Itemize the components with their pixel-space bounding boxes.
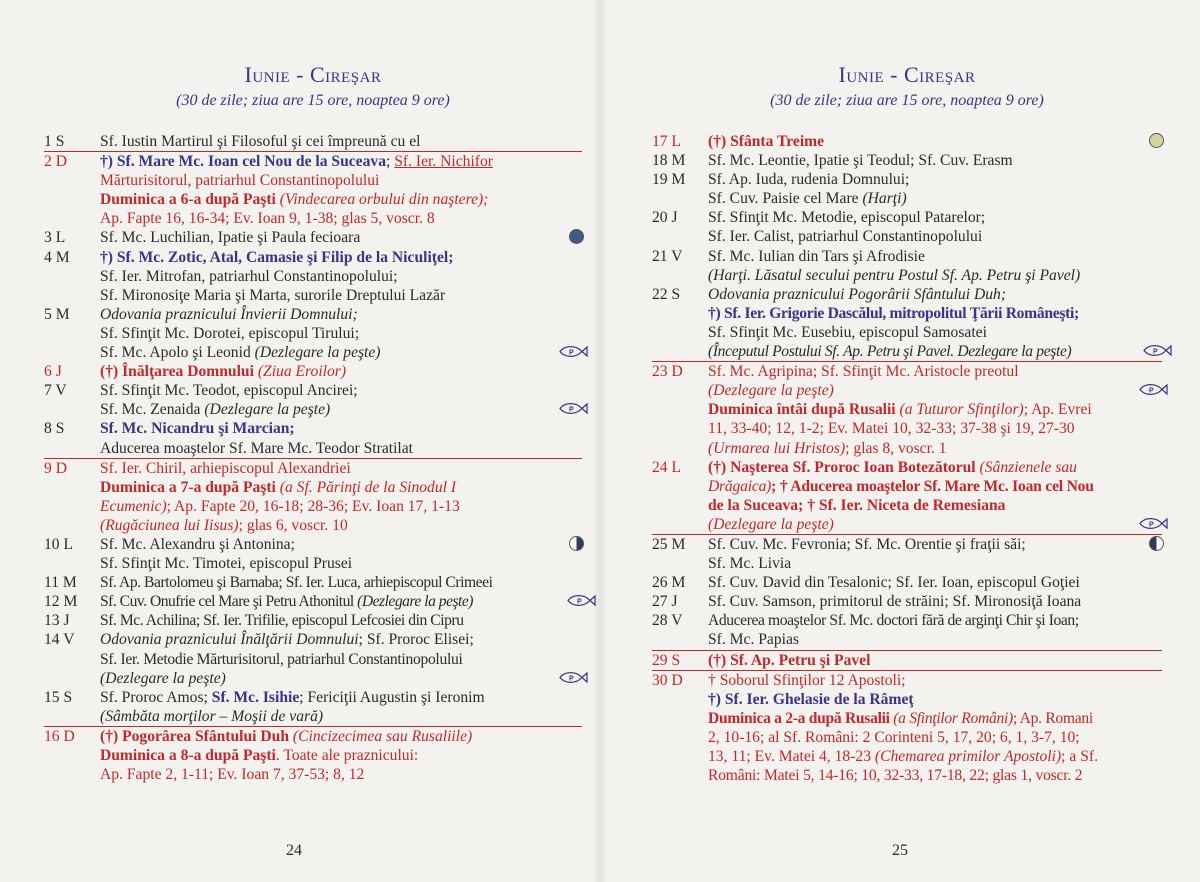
day-label: 8 S <box>44 420 65 438</box>
entry-line <box>708 496 1162 515</box>
entry-text <box>708 247 1162 285</box>
entry-text <box>100 132 582 151</box>
dezlegare-note: (Dezlegare la peşte) <box>254 344 381 362</box>
readings-line: ; Ap. Fapte 20, 16-18; 28-36; Ev. Ioan 17, 1-13 <box>166 497 460 515</box>
day-label: 10 L <box>44 535 74 553</box>
calendar-entry <box>652 592 1162 611</box>
calendar-entry-sunday <box>652 361 1162 457</box>
dezlegare-note: (Dezlegare la peşte) <box>708 382 834 400</box>
day-label: 20 J <box>652 209 678 227</box>
day-label: 27 J <box>652 593 678 611</box>
entry-fragment: Sf. Proroc Amos; <box>100 688 212 706</box>
day-label: 17 L <box>652 133 682 150</box>
feast-name: (†) Naşterea Sf. Proroc Ioan Botezătorul <box>708 458 976 476</box>
entry-line: Sf. Mironosiţe Maria şi Marta, surorile Dreptului Lazăr <box>100 286 446 304</box>
entry-fragment: Sf. Cuv. Mc. Fevronia; Sf. Mc. Orentie şi fraţii săi; <box>708 535 1026 553</box>
day-label: 24 L <box>652 458 682 476</box>
entry-text <box>100 362 582 381</box>
entry-line: (Sâmbăta morţilor – Moşii de vară) <box>100 707 324 725</box>
entry-line <box>708 132 1162 151</box>
entry-line: Sf. Mc. Iulian din Tars şi Afrodisie <box>708 247 925 265</box>
entry-line <box>100 630 582 649</box>
entry-line: Sf. Sfinţit Mc. Eusebiu, episcopul Samosatei <box>708 323 987 341</box>
day-label: 21 V <box>652 247 683 265</box>
fish-dezlegare-icon <box>1142 344 1172 357</box>
fish-dezlegare-icon <box>558 345 588 358</box>
entry-line: (Harţi. Lăsatul secului pentru Postul Sf. Ap. Petru şi Pavel) <box>708 266 1081 284</box>
day-label: 30 D <box>652 671 683 689</box>
day-label: 22 S <box>652 285 681 303</box>
calendar-entry <box>652 534 1162 573</box>
entry-text <box>100 248 582 305</box>
entry-text <box>100 688 582 726</box>
entry-line: Sf. Ier. Metodie Mărturisitorul, patriarhul Constantinopolului <box>100 650 463 668</box>
entry-fragment: Ecumenic) <box>100 497 167 515</box>
calendar-entry-sunday <box>44 151 582 228</box>
entry-line <box>100 516 582 535</box>
entry-line: Sf. Sfinţit Mc. Timotei, episcopul Prusei <box>100 555 353 573</box>
entry-fragment: (Chemarea primilor Apostoli) <box>874 748 1062 765</box>
calendar-entry-sunday <box>44 458 582 535</box>
calendar-entry <box>652 208 1162 246</box>
feast-name: (†) Sfânta Treime <box>708 133 825 150</box>
entry-text <box>708 458 1162 534</box>
calendar-list <box>652 132 1162 785</box>
feast-name: (†) Înălţarea Domnului <box>100 363 254 381</box>
entry-line <box>708 458 1162 477</box>
calendar-entry <box>44 132 582 151</box>
entry-line <box>100 343 582 362</box>
entry-line: Sf. Cuv. Samson, primitorul de străini; Sf. Mironosiţă Ioana <box>708 593 1082 611</box>
entry-line <box>100 688 582 707</box>
sunday-name: Duminica a 2-a după Rusalii <box>708 709 890 727</box>
calendar-entry-feast <box>652 132 1162 151</box>
entry-fragment: Sf. Mc. Alexandru şi Antonina; <box>100 535 295 553</box>
entry-fragment: Sf. Mc. Zenaida <box>100 401 205 419</box>
day-label: 5 M <box>44 305 70 323</box>
feast-name: †) Sf. Mc. Zotic, Atal, Camasie şi Filip de la Niculiţel; <box>100 248 454 266</box>
calendar-entry <box>44 381 582 419</box>
dezlegare-note: (Începutul Postului Sf. Ap. Petru şi Pavel. Dezlegare la peşte) <box>708 343 1072 361</box>
feast-name: Sf. Mc. Nicandru şi Marcian; <box>100 420 295 438</box>
day-label: 16 D <box>44 727 75 745</box>
calendar-entry <box>652 170 1162 208</box>
entry-fragment: (a Sf. Părinţi de la Sinodul I <box>275 478 457 496</box>
sunday-name: Duminica a 7-a după Paşti <box>100 478 276 496</box>
day-label: 4 M <box>44 248 70 266</box>
entry-text <box>708 671 1162 786</box>
fish-dezlegare-icon <box>558 671 588 684</box>
feast-name: ; † Aducerea moaştelor Sf. Mare Mc. Ioan cel Nou <box>771 477 1094 495</box>
entry-line: Odovania praznicului Pogorârii Sfântului Duh; <box>708 285 1007 303</box>
entry-text <box>708 535 1162 573</box>
entry-line: Sf. Ier. Chiril, arhiepiscopul Alexandriei <box>100 459 351 477</box>
fish-dezlegare-icon <box>566 594 596 607</box>
entry-line: Sf. Mc. Papias <box>708 631 799 649</box>
entry-line: Sf. Ier. Mitrofan, patriarhul Constantinopolului; <box>100 267 398 285</box>
calendar-entry <box>44 688 582 726</box>
feast-name: †) Sf. Ier. Ghelasie de la Râmeţ <box>708 690 914 708</box>
readings-line: Români: Matei 5, 14-16; 10, 32-33, 17-18, 22; glas 1, voscr. 2 <box>708 767 1083 785</box>
entry-fragment: Sf. Cuv. Onufrie cel Mare şi Petru Athonitul <box>100 593 358 611</box>
calendar-entry <box>44 630 582 687</box>
entry-fragment: (Harţi) <box>862 190 907 208</box>
entry-text <box>708 132 1162 151</box>
feast-name: †) Sf. Ier. Grigorie Dascălul, mitropolitul Ţării Româneşti; <box>708 304 1079 322</box>
day-label: 7 V <box>44 382 67 400</box>
month-subtitle: (30 de zile; ziua are 15 ore, noaptea 9 ore) <box>770 92 1044 109</box>
entry-fragment: (Vindecarea orbului din naştere); <box>275 191 489 209</box>
calendar-entry <box>44 611 582 630</box>
entry-text <box>100 459 582 535</box>
entry-text <box>100 381 582 419</box>
readings-line: Ap. Fapte 16, 16-34; Ev. Ioan 9, 1-38; glas 5, voscr. 8 <box>100 210 435 228</box>
entry-text <box>708 592 1162 611</box>
entry-line <box>100 727 582 746</box>
entry-text <box>708 611 1162 649</box>
entry-line <box>100 152 582 171</box>
feast-name: †) Sf. Mare Mc. Ioan cel Nou de la Suceava <box>100 153 386 171</box>
readings-line: 11, 33-40; 12, 1-2; Ev. Matei 10, 32-33; 37-38 şi 19, 27-30 <box>708 420 1075 438</box>
full-moon-icon <box>1149 133 1164 148</box>
entry-line <box>708 189 1162 208</box>
entry-line <box>708 381 1162 400</box>
page-right <box>600 0 1200 882</box>
readings-line: 2, 10-16; al Sf. Români: 2 Corinteni 5, 17, 20; 6, 1, 3-7, 10; <box>708 728 1080 746</box>
calendar-entry-feast <box>44 362 582 381</box>
entry-fragment: (a Sfinţilor Români) <box>889 709 1013 727</box>
feast-name: de la Suceava <box>708 496 799 514</box>
dezlegare-note: (Dezlegare la peşte) <box>204 401 331 419</box>
calendar-entry-feast <box>652 650 1162 670</box>
dezlegare-note: (Dezlegare la peşte) <box>708 515 834 533</box>
calendar-entry <box>44 573 582 592</box>
entry-line: Sf. Ap. Bartolomeu şi Barnaba; Sf. Ier. Luca, arhiepiscopul Crimeei <box>100 574 493 592</box>
entry-line <box>100 478 582 497</box>
dezlegare-note: (Dezlegare la peşte) <box>357 593 474 611</box>
feast-name: (†) Pogorârea Sfântului Duh <box>100 727 290 745</box>
entry-line: Sf. Mc. Agripina; Sf. Sfinţit Mc. Aristocle preotul <box>708 363 1019 381</box>
entry-line: Sf. Mc. Leontie, Ipatie şi Teodul; Sf. Cuv. Erasm <box>708 152 1013 170</box>
calendar-entry <box>44 535 582 573</box>
calendar-entry <box>44 228 582 247</box>
entry-fragment: Sf. Cuv. Paisie cel Mare <box>708 190 863 208</box>
month-title: Iunie - Cireşar <box>244 62 382 87</box>
entry-text <box>100 630 582 687</box>
month-title: Iunie - Cireşar <box>838 62 976 87</box>
entry-line <box>100 535 582 554</box>
sunday-name: Duminica a 6-a după Paşti <box>100 191 276 209</box>
page-number: 24 <box>286 842 302 859</box>
entry-line: Sf. Sfinţit Mc. Dorotei, episcopul Tirului; <box>100 324 360 342</box>
entry-line: Sf. Ier. Calist, patriarhul Constantinopolului <box>708 228 983 246</box>
entry-line <box>708 477 1162 496</box>
entry-line <box>100 190 582 209</box>
calendar-entry <box>44 419 582 457</box>
day-label: 14 V <box>44 631 75 649</box>
entry-line <box>708 747 1162 766</box>
day-label: 18 M <box>652 152 686 170</box>
entry-fragment: ; Ap. Romani <box>1012 709 1093 727</box>
entry-text <box>100 611 582 630</box>
entry-line <box>100 497 582 516</box>
page-number: 25 <box>892 842 908 859</box>
day-label: 2 D <box>44 153 67 171</box>
calendar-entry <box>44 248 582 305</box>
entry-line: Sf. Sfinţit Mc. Metodie, episcopul Patarelor; <box>708 209 986 227</box>
entry-fragment: Drăgaica) <box>708 477 772 495</box>
entry-fragment: ; a Sf. <box>1061 748 1098 765</box>
entry-text <box>100 535 582 573</box>
entry-fragment: (Ziua Eroilor) <box>253 363 347 381</box>
day-label: 26 M <box>652 574 686 592</box>
calendar-entry <box>44 305 582 362</box>
entry-line: Aducerea moaştelor Sf. Mc. doctori fără de arginţi Chir şi Ioan; <box>708 612 1079 630</box>
entry-line <box>100 746 582 765</box>
calendar-entry-sunday <box>44 726 582 784</box>
feast-name: Sf. Mc. Isihie <box>211 688 300 706</box>
first-quarter-moon-icon <box>569 536 584 551</box>
day-label: 11 M <box>44 574 77 592</box>
feast-name: Sf. Ier. Nichifor <box>394 153 493 171</box>
entry-fragment: Sf. Mc. Apolo şi Leonid <box>100 344 255 362</box>
entry-line <box>708 400 1162 419</box>
entry-fragment: . Toate ale praznicului: <box>275 747 419 764</box>
entry-line: Sf. Iustin Martirul şi Filosoful şi cei împreună cu el <box>100 133 421 150</box>
calendar-entry <box>652 247 1162 285</box>
entry-text <box>708 651 1162 670</box>
entry-fragment: Sf. Mc. Luchilian, Ipatie şi Paula fecioara <box>100 229 361 247</box>
day-label: 19 M <box>652 171 686 189</box>
entry-text <box>100 305 582 362</box>
entry-line: Sf. Cuv. David din Tesalonic; Sf. Ier. Ioan, episcopul Goţiei <box>708 574 1080 592</box>
entry-line: Odovania praznicului Învierii Domnului; <box>100 305 358 323</box>
entry-fragment: (Sânzienele sau <box>975 458 1077 476</box>
entry-line <box>708 342 1162 361</box>
entry-line: Sf. Ap. Iuda, rudenia Domnului; <box>708 171 910 189</box>
entry-text <box>100 152 582 228</box>
entry-text <box>100 592 582 611</box>
entry-fragment: (Urmarea lui Hristos) <box>708 439 846 457</box>
entry-fragment: ; Sf. Proroc Elisei; <box>358 631 474 649</box>
entry-text <box>100 573 582 592</box>
month-subtitle: (30 de zile; ziua are 15 ore, noaptea 9 ore) <box>176 92 450 109</box>
entry-text <box>708 170 1162 208</box>
feast-name: (†) Sf. Ap. Petru şi Pavel <box>708 651 871 669</box>
calendar-entry <box>652 151 1162 170</box>
entry-line <box>100 362 582 381</box>
entry-line: Sf. Mc. Achilina; Sf. Ier. Trifilie, episcopul Lefcosiei din Cipru <box>100 612 464 630</box>
entry-text <box>708 208 1162 246</box>
day-label: 13 J <box>44 612 70 630</box>
new-moon-icon <box>569 229 584 244</box>
sunday-name: Duminica întâi după Rusalii <box>708 401 896 419</box>
calendar-entry-feast <box>652 458 1162 534</box>
entry-fragment: ; Ap. Evrei <box>1023 401 1092 419</box>
entry-line: † Soborul Sfinţilor 12 Apostoli; <box>708 671 906 689</box>
entry-text <box>708 573 1162 592</box>
entry-line <box>100 669 582 688</box>
entry-fragment: Odovania praznicului Înălţării Domnului <box>100 631 359 649</box>
calendar-entry-sunday <box>652 670 1162 786</box>
entry-fragment: ; glas 8, voscr. 1 <box>845 439 947 457</box>
entry-fragment: (Cincizecimea sau Rusaliile) <box>289 727 473 745</box>
day-label: 28 V <box>652 612 683 630</box>
day-label: 29 S <box>652 651 681 669</box>
entry-fragment: ; glas 6, voscr. 10 <box>238 516 348 534</box>
entry-fragment: (a Tuturor Sfinţilor) <box>895 401 1024 419</box>
fish-dezlegare-icon <box>558 402 588 415</box>
entry-line <box>100 400 582 419</box>
entry-line: Sf. Sfinţit Mc. Teodot, episcopul Ancirei; <box>100 382 358 400</box>
calendar-entry <box>652 285 1162 361</box>
day-label: 9 D <box>44 459 67 477</box>
day-label: 1 S <box>44 133 65 150</box>
dezlegare-note: (Dezlegare la peşte) <box>100 669 226 687</box>
entry-text <box>100 727 582 784</box>
entry-line <box>708 515 1162 534</box>
entry-fragment: (Rugăciunea lui Iisus) <box>100 516 239 534</box>
fish-dezlegare-icon <box>1138 383 1168 396</box>
entry-line: Aducerea moaştelor Sf. Mare Mc. Teodor Stratilat <box>100 439 413 457</box>
day-label: 3 L <box>44 229 66 247</box>
feast-name: ; † Sf. Ier. Niceta de Remesiana <box>798 496 1006 514</box>
calendar-entry <box>44 592 582 611</box>
day-label: 6 J <box>44 363 62 381</box>
entry-fragment: ; <box>386 153 395 171</box>
entry-line: Sf. Mc. Livia <box>708 555 792 573</box>
entry-fragment: ; Fericiţii Augustin şi Ieronim <box>299 688 485 706</box>
entry-line <box>100 228 582 247</box>
day-label: 23 D <box>652 363 683 381</box>
entry-line <box>100 592 582 611</box>
entry-line: Mărturisitorul, patriarhul Constantinopolului <box>100 172 380 190</box>
readings-line: Ap. Fapte 2, 1-11; Ev. Ioan 7, 37-53; 8, 12 <box>100 766 365 784</box>
last-quarter-moon-icon <box>1149 536 1164 551</box>
entry-text <box>708 151 1162 170</box>
day-label: 15 S <box>44 688 73 706</box>
calendar-entry <box>652 611 1162 649</box>
sunday-name: Duminica a 8-a după Paşti <box>100 747 276 764</box>
entry-text <box>100 228 582 247</box>
entry-text <box>708 362 1162 457</box>
day-label: 25 M <box>652 535 686 553</box>
entry-text <box>708 285 1162 361</box>
entry-line <box>708 709 1162 728</box>
calendar-list <box>44 132 582 784</box>
day-label: 12 M <box>44 593 78 611</box>
entry-line <box>708 439 1162 458</box>
entry-line <box>708 535 1162 554</box>
fish-dezlegare-icon <box>1138 517 1168 530</box>
entry-fragment: 13, 11; Ev. Matei 4, 18-23 <box>708 748 875 765</box>
calendar-entry <box>652 573 1162 592</box>
entry-text <box>100 419 582 457</box>
